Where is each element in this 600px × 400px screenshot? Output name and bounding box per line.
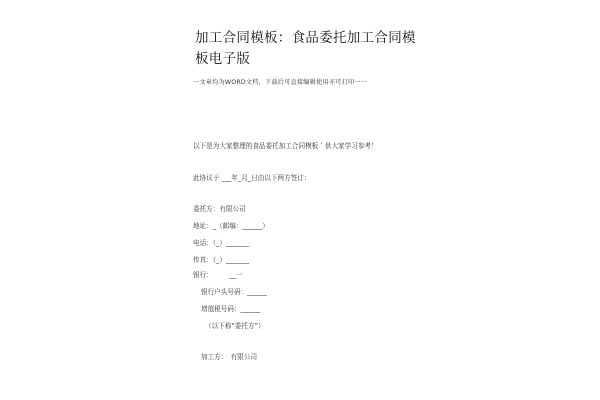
client-field: 委托方：有限公司: [193, 205, 246, 213]
document-title: 加工合同模板：食品委托加工合同模板电子版: [195, 30, 416, 67]
tax-id-field: 增值税号码：______: [201, 305, 261, 313]
bank-account-field: 银行户头号码：______: [201, 288, 267, 296]
agreement-line: 此协议于 ___年_月_日由以下两方签订：: [193, 174, 311, 182]
fax-field: 传真：（_）_______: [193, 256, 250, 264]
bank-field: 银行： __一: [193, 271, 243, 279]
phone-field: 电话：（_）_______: [193, 239, 250, 247]
address-field: 地址：_（邮编：______）: [193, 222, 269, 230]
document-subtitle: 一文章均为WORD文档，下载后可直接编辑使用亦可打印一一: [193, 79, 368, 86]
intro-paragraph: 以下是为大家整理的食品委托加工合同模板＇供大家学习参考！: [193, 142, 378, 150]
processor-field: 加工方： 有限公司: [201, 353, 258, 361]
client-alias-note: （以下称“委托方”）: [205, 322, 265, 330]
